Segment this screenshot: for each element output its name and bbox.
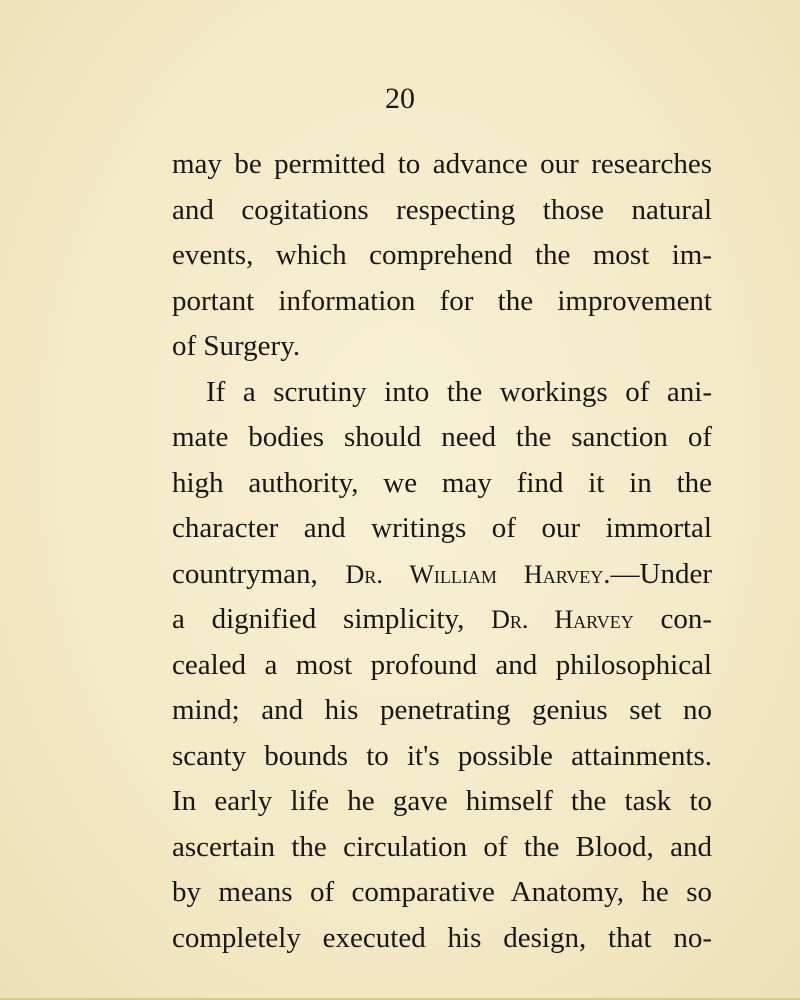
text-line: scanty bounds to it's possible attainments. — [172, 739, 712, 772]
text-fragment: a dignified simplicity, — [172, 603, 492, 635]
text-line: ascertain the circulation of the Blood, and — [172, 830, 712, 863]
text-line: mate bodies should need the sanction of — [172, 421, 712, 453]
text-line: may be permitted to advance our researches — [172, 148, 712, 180]
text-line: In early life he gave himself the task to — [172, 785, 712, 817]
text-fragment: .—Under — [603, 557, 713, 590]
text-line: completely executed his design, that no- — [172, 921, 712, 954]
person-name: Dr. William Harvey — [345, 559, 604, 589]
text-line: events, which comprehend the most im- — [172, 239, 712, 271]
text-line: by means of comparative Anatomy, he so — [172, 876, 712, 908]
page-number: 20 — [385, 82, 415, 115]
text-line: If a scrutiny into the workings of ani- — [206, 375, 712, 408]
text-line: character and writings of our immortal — [172, 512, 712, 544]
text-line: high authority, we may find it in the — [172, 466, 712, 499]
text-fragment: con- — [633, 603, 712, 635]
text-line: cealed a most profound and philosophical — [172, 648, 712, 681]
text-line: mind; and his penetrating genius set no — [172, 694, 712, 726]
text-line: of Surgery. — [172, 330, 301, 362]
body-text — [172, 142, 712, 961]
text-line — [172, 552, 712, 598]
person-name: Dr. Harvey — [491, 605, 634, 634]
text-line — [172, 597, 712, 643]
text-line: and cogitations respecting those natural — [172, 193, 712, 226]
text-line: portant information for the improvement — [172, 284, 712, 317]
text-fragment: countryman, — [172, 557, 346, 590]
